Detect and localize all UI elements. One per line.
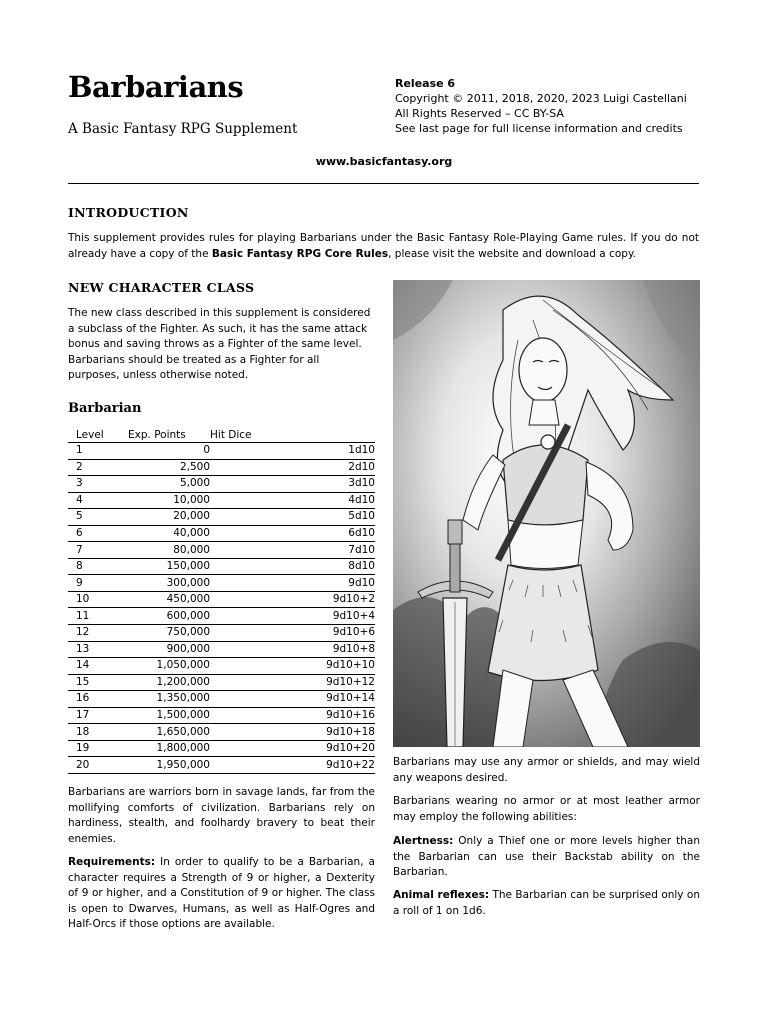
hit-dice-cell: 9d10+22 xyxy=(210,757,375,774)
level-cell: 9 xyxy=(68,575,128,592)
table-row xyxy=(68,757,375,774)
exp-points-cell: 1,950,000 xyxy=(128,757,210,774)
rights-line: All Rights Reserved – CC BY-SA xyxy=(395,107,564,120)
table-row xyxy=(68,740,375,757)
hit-dice-cell: 9d10+10 xyxy=(210,658,375,675)
alertness-paragraph xyxy=(393,834,700,881)
level-cell: 12 xyxy=(68,625,128,642)
barbarian-table-heading: Barbarian xyxy=(68,401,142,416)
license-note: See last page for full license information and credits xyxy=(395,122,683,135)
release-info xyxy=(395,76,687,136)
hit-dice-cell: 9d10+4 xyxy=(210,608,375,625)
level-cell: 20 xyxy=(68,757,128,774)
level-cell: 15 xyxy=(68,674,128,691)
table-row xyxy=(68,707,375,724)
hit-dice-cell: 9d10+18 xyxy=(210,724,375,741)
table-row xyxy=(68,575,375,592)
hit-dice-cell: 9d10+14 xyxy=(210,691,375,708)
hit-dice-cell: 5d10 xyxy=(210,509,375,526)
table-row xyxy=(68,525,375,542)
document-subtitle: A Basic Fantasy RPG Supplement xyxy=(68,121,298,137)
exp-points-cell: 0 xyxy=(128,443,210,460)
hit-dice-cell: 3d10 xyxy=(210,476,375,493)
level-cell: 1 xyxy=(68,443,128,460)
level-cell: 7 xyxy=(68,542,128,559)
weapons-paragraph: Barbarians may use any armor or shields, and may wield any weapons desired. xyxy=(393,756,700,784)
column-header-hit-dice: Hit Dice xyxy=(210,427,375,443)
table-row xyxy=(68,476,375,493)
requirements-text: In order to qualify to be a Barbarian, a character requires a Strength of 9 or higher, a Dexterity of 9 or higher, and a Constitution of 9 or higher. The class is open to Dwarves, Humans, as well as Half-Ogres and Half-Orcs if those options are available. xyxy=(68,856,375,930)
level-cell: 4 xyxy=(68,492,128,509)
intro-text-1: This supplement provides rules for playing Barbarians under the Basic Fantasy Role-Playing Game rules. If you do not already have a copy of the xyxy=(68,232,699,260)
exp-points-cell: 1,350,000 xyxy=(128,691,210,708)
animal-reflexes-text: The Barbarian can be surprised only on a roll of 1 on 1d6. xyxy=(393,889,700,917)
new-class-paragraph: The new class described in this supplement is considered a subclass of the Fighter. As such, it has the same attack bonus and saving throws as a Fighter of the same level. Barbarians should be treated as a Fighter for all purposes, unless otherwise noted. xyxy=(68,307,371,381)
level-cell: 6 xyxy=(68,525,128,542)
barbarian-level-table xyxy=(68,427,375,774)
table-row xyxy=(68,608,375,625)
hit-dice-cell: 9d10 xyxy=(210,575,375,592)
exp-points-cell: 40,000 xyxy=(128,525,210,542)
hit-dice-cell: 9d10+2 xyxy=(210,591,375,608)
level-cell: 11 xyxy=(68,608,128,625)
animal-reflexes-paragraph xyxy=(393,888,700,919)
hit-dice-cell: 8d10 xyxy=(210,558,375,575)
level-cell: 19 xyxy=(68,740,128,757)
hit-dice-cell: 9d10+12 xyxy=(210,674,375,691)
hit-dice-cell: 6d10 xyxy=(210,525,375,542)
table-row xyxy=(68,641,375,658)
requirements-paragraph xyxy=(68,855,375,933)
column-header-level: Level xyxy=(68,427,128,443)
exp-points-cell: 300,000 xyxy=(128,575,210,592)
exp-points-cell: 1,800,000 xyxy=(128,740,210,757)
intro-core-rules: Basic Fantasy RPG Core Rules xyxy=(211,247,389,260)
exp-points-cell: 900,000 xyxy=(128,641,210,658)
alertness-text: Only a Thief one or more levels higher than the Barbarian can use their Backstab ability on the Barbarian. xyxy=(393,835,700,878)
exp-points-cell: 1,500,000 xyxy=(128,707,210,724)
table-row xyxy=(68,625,375,642)
hit-dice-cell: 4d10 xyxy=(210,492,375,509)
table-row xyxy=(68,459,375,476)
table-row xyxy=(68,591,375,608)
level-cell: 10 xyxy=(68,591,128,608)
copyright-line: Copyright © 2011, 2018, 2020, 2023 Luigi Castellani xyxy=(395,92,687,105)
exp-points-cell: 10,000 xyxy=(128,492,210,509)
hit-dice-cell: 2d10 xyxy=(210,459,375,476)
exp-points-cell: 750,000 xyxy=(128,625,210,642)
table-row xyxy=(68,492,375,509)
animal-reflexes-label: Animal reflexes: xyxy=(393,889,490,901)
introduction-heading: INTRODUCTION xyxy=(68,205,189,220)
exp-points-cell: 1,650,000 xyxy=(128,724,210,741)
new-class-heading: NEW CHARACTER CLASS xyxy=(68,280,255,295)
exp-points-cell: 1,050,000 xyxy=(128,658,210,675)
table-row xyxy=(68,558,375,575)
level-cell: 13 xyxy=(68,641,128,658)
table-row xyxy=(68,674,375,691)
table-row xyxy=(68,658,375,675)
level-cell: 17 xyxy=(68,707,128,724)
barbarian-description: Barbarians are warriors born in savage lands, far from the mollifying comforts of civilization. Barbarians rely on hardiness, stealth, and foolhardy bravery to beat their enemies. xyxy=(68,786,375,845)
level-cell: 2 xyxy=(68,459,128,476)
exp-points-cell: 1,200,000 xyxy=(128,674,210,691)
exp-points-cell: 5,000 xyxy=(128,476,210,493)
header-divider xyxy=(68,183,699,184)
exp-points-cell: 600,000 xyxy=(128,608,210,625)
hit-dice-cell: 9d10+6 xyxy=(210,625,375,642)
level-cell: 5 xyxy=(68,509,128,526)
armor-paragraph: Barbarians wearing no armor or at most leather armor may employ the following abilities: xyxy=(393,795,700,823)
hit-dice-cell: 9d10+8 xyxy=(210,641,375,658)
level-cell: 3 xyxy=(68,476,128,493)
intro-text-2: , please visit the website and download a copy. xyxy=(388,247,636,260)
exp-points-cell: 2,500 xyxy=(128,459,210,476)
level-cell: 18 xyxy=(68,724,128,741)
table-row xyxy=(68,724,375,741)
level-cell: 8 xyxy=(68,558,128,575)
alertness-label: Alertness: xyxy=(393,835,454,847)
table-body xyxy=(68,443,375,774)
exp-points-cell: 150,000 xyxy=(128,558,210,575)
document-title: Barbarians xyxy=(68,70,244,104)
release-number: Release 6 xyxy=(395,77,456,90)
table-row xyxy=(68,443,375,460)
hit-dice-cell: 1d10 xyxy=(210,443,375,460)
table-row xyxy=(68,509,375,526)
introduction-paragraph xyxy=(68,231,699,262)
table-row xyxy=(68,542,375,559)
table-row xyxy=(68,691,375,708)
exp-points-cell: 20,000 xyxy=(128,509,210,526)
hit-dice-cell: 7d10 xyxy=(210,542,375,559)
column-header-exp: Exp. Points xyxy=(128,427,210,443)
exp-points-cell: 450,000 xyxy=(128,591,210,608)
hit-dice-cell: 9d10+20 xyxy=(210,740,375,757)
hit-dice-cell: 9d10+16 xyxy=(210,707,375,724)
website-link[interactable]: www.basicfantasy.org xyxy=(315,155,453,168)
level-cell: 14 xyxy=(68,658,128,675)
level-cell: 16 xyxy=(68,691,128,708)
table-header-row xyxy=(68,427,375,443)
exp-points-cell: 80,000 xyxy=(128,542,210,559)
requirements-label: Requirements: xyxy=(68,856,156,868)
barbarian-illustration xyxy=(393,280,700,747)
